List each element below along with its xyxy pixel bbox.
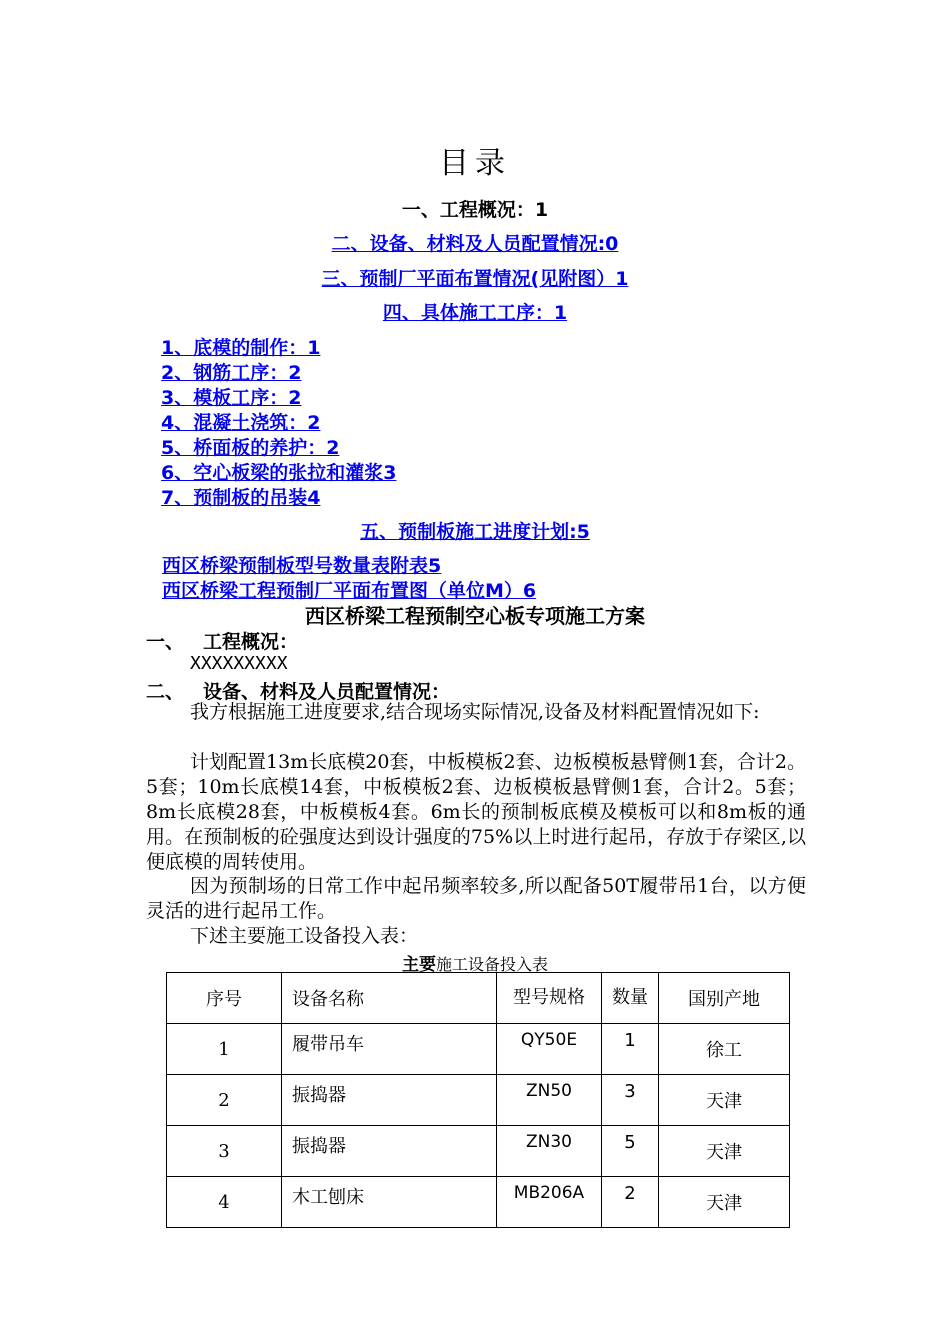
table-row — [167, 1075, 790, 1126]
table-cell: 天津 — [659, 1177, 790, 1228]
toc-link-sub-6[interactable]: 6、空心板梁的张拉和灌浆3 — [161, 462, 397, 484]
table-cell: 木工刨床 — [282, 1177, 497, 1228]
paragraph-2: 计划配置13m长底模20套，中板模板2套、边板模板悬臂侧1套，合计2。5套；10m长底模14套，中板模板2套、边板模板悬臂侧1套，合计2。5套；8m长底模28套，中板模板4套。6m长的预制板底模及模板可以和8m板的通用。在预制板的砼强度达到设计强度的75%以上时进行起吊，存放于存梁区,以便底模的周转使用。 — [146, 751, 806, 873]
table-cell: 5 — [602, 1126, 659, 1177]
table-cell: 3 — [167, 1126, 282, 1177]
table-cell: 徐工 — [659, 1024, 790, 1075]
toc-section-1: 一、工程概况：1 — [401, 199, 549, 221]
toc-link-sub-4[interactable]: 4、混凝土浇筑：2 — [161, 412, 321, 434]
paragraph-4: 下述主要施工设备投入表： — [190, 925, 419, 947]
heading-2-text: 设备、材料及人员配置情况： — [203, 681, 451, 703]
table-cell: ZN30 — [497, 1126, 602, 1177]
overview-placeholder: XXXXXXXXX — [190, 653, 288, 674]
table-cell: 天津 — [659, 1075, 790, 1126]
table-cell: ZN50 — [497, 1075, 602, 1126]
table-row — [167, 1024, 790, 1075]
header-cell: 数量 — [602, 973, 659, 1024]
table-row — [167, 1177, 790, 1228]
heading-1 — [146, 627, 298, 654]
toc-link-appendix-1[interactable]: 西区桥梁预制板型号数量表附表5 — [162, 555, 442, 577]
document-title: 西区桥梁工程预制空心板专项施工方案 — [305, 604, 645, 628]
table-cell: 1 — [167, 1024, 282, 1075]
paragraph-3: 因为预制场的日常工作中起吊频率较多,所以配备50T履带吊1台，以方便灵活的进行起吊工作。 — [146, 875, 806, 922]
toc-link-section-4[interactable]: 四、具体施工工序：1 — [382, 302, 568, 324]
table-row — [167, 1126, 790, 1177]
toc-link-sub-2[interactable]: 2、钢筋工序：2 — [161, 362, 302, 384]
header-cell: 型号规格 — [497, 973, 602, 1024]
table-cell: 1 — [602, 1024, 659, 1075]
table-cell: QY50E — [497, 1024, 602, 1075]
table-header-row — [167, 973, 790, 1024]
table-cell: 2 — [167, 1075, 282, 1126]
toc-link-sub-7[interactable]: 7、预制板的吊装4 — [161, 487, 321, 509]
table-cell: 履带吊车 — [282, 1024, 497, 1075]
table-cell: MB206A — [497, 1177, 602, 1228]
header-cell: 国别产地 — [659, 973, 790, 1024]
header-cell: 设备名称 — [282, 973, 497, 1024]
toc-title: 目录 — [439, 146, 511, 181]
toc-link-section-2[interactable]: 二、设备、材料及人员配置情况:0 — [331, 233, 619, 255]
toc-link-sub-5[interactable]: 5、桥面板的养护：2 — [161, 437, 340, 459]
table-caption-text: 施工设备投入表 — [435, 955, 548, 974]
toc-link-sub-1[interactable]: 1、底模的制作：1 — [161, 337, 321, 359]
table-cell: 4 — [167, 1177, 282, 1228]
table-cell: 振捣器 — [282, 1126, 497, 1177]
table-cell: 3 — [602, 1075, 659, 1126]
heading-1-text: 工程概况： — [203, 631, 299, 653]
heading-1-number: 一、 — [146, 631, 185, 653]
header-cell: 序号 — [167, 973, 282, 1024]
heading-2-number: 二、 — [146, 681, 185, 703]
toc-link-section-3[interactable]: 三、预制厂平面布置情况(见附图）1 — [321, 268, 629, 290]
paragraph-1: 我方根据施工进度要求,结合现场实际情况,设备及材料配置情况如下: — [190, 701, 760, 723]
table-cell: 振捣器 — [282, 1075, 497, 1126]
equipment-table — [166, 972, 790, 1228]
toc-link-section-5[interactable]: 五、预制板施工进度计划:5 — [360, 521, 590, 543]
table-caption-bold: 主要 — [401, 955, 436, 975]
toc-link-sub-3[interactable]: 3、模板工序：2 — [161, 387, 302, 409]
table-cell: 天津 — [659, 1126, 790, 1177]
table-cell: 2 — [602, 1177, 659, 1228]
toc-link-appendix-2[interactable]: 西区桥梁工程预制厂平面布置图（单位M）6 — [162, 580, 537, 602]
